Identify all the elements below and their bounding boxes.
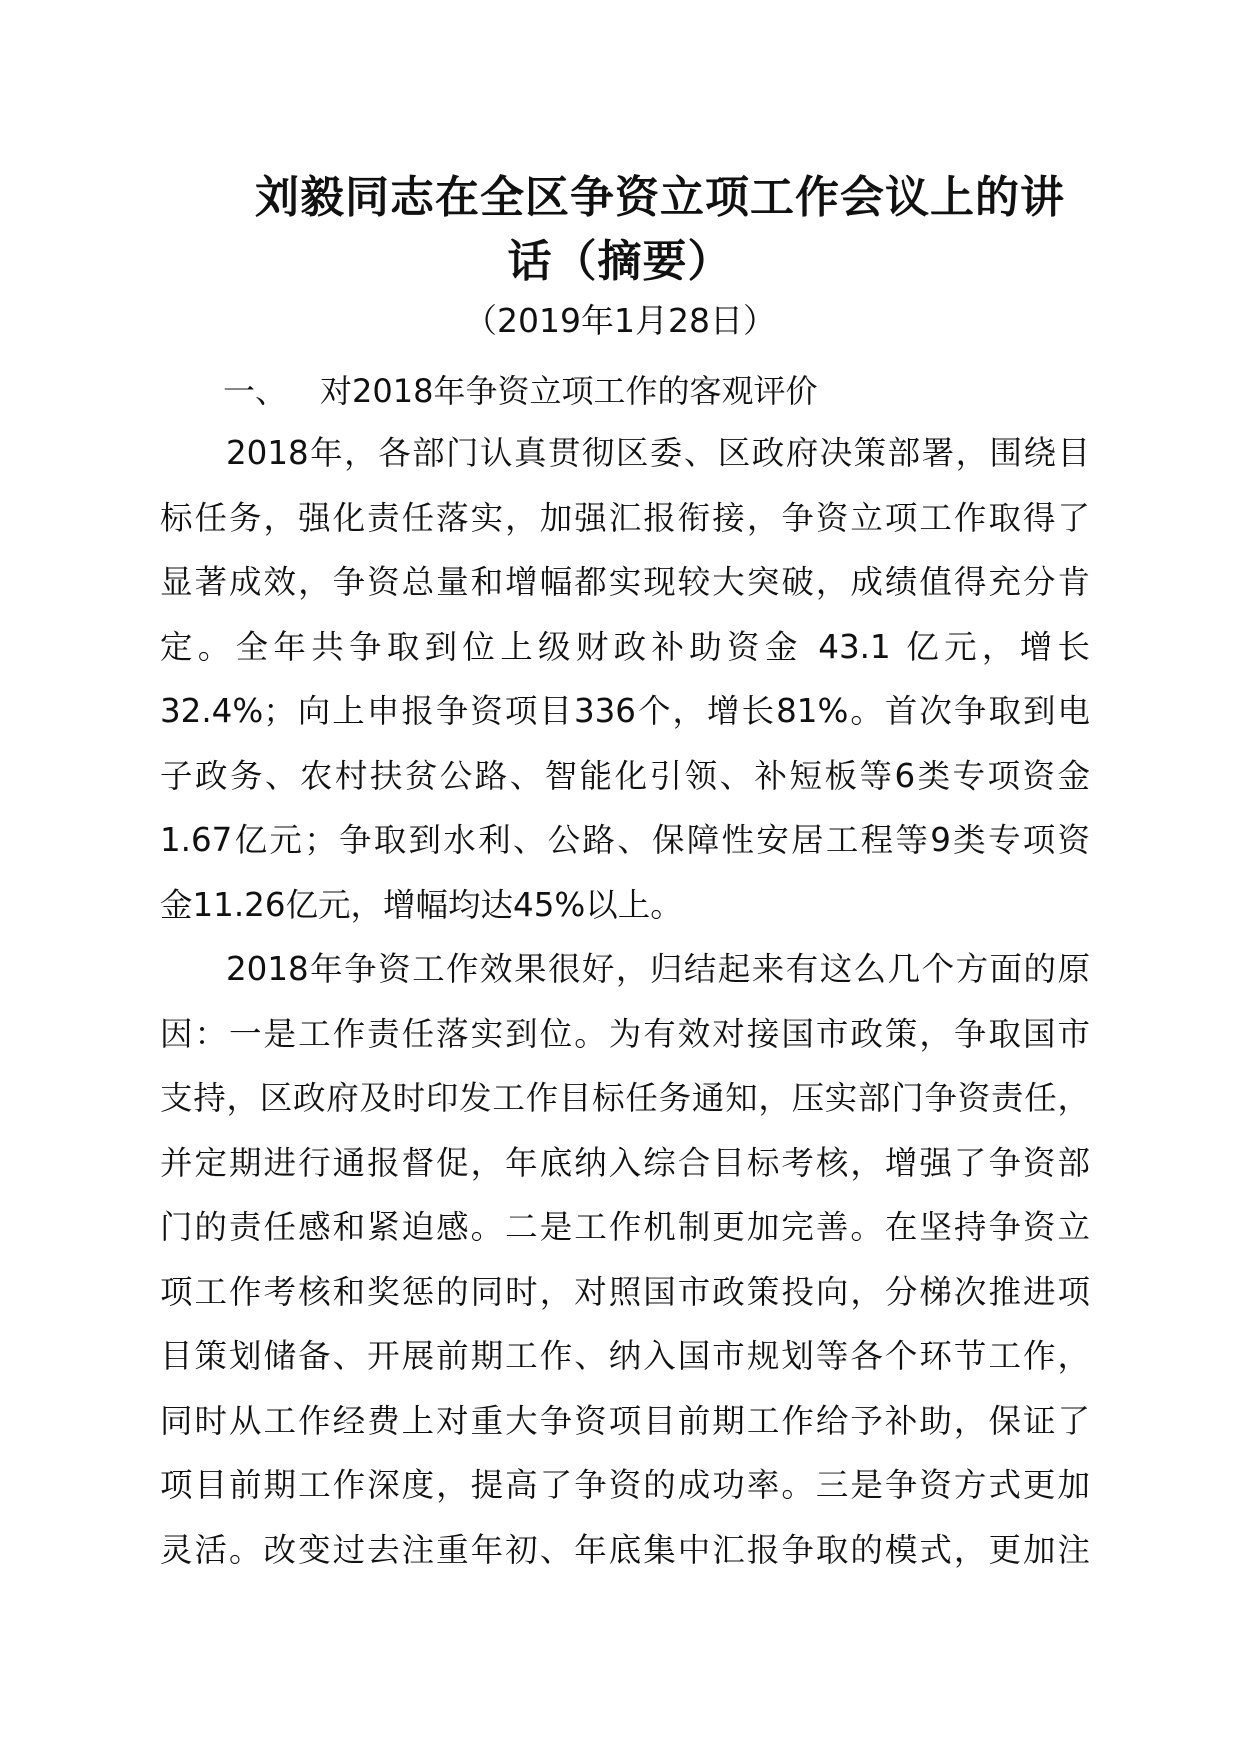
- paragraph-line: 门的责任感和紧迫感。二是工作机制更加完善。在坚持争资立: [160, 1208, 1090, 1246]
- paragraph-line: 金11.26亿元，增幅均达45%以上。: [160, 885, 683, 924]
- paragraph-line: 并定期进行通报督促，年底纳入综合目标考核，增强了争资部: [160, 1143, 1090, 1182]
- paragraph-line: 支持，区政府及时印发工作目标任务通知，压实部门争资责任，: [160, 1079, 1090, 1117]
- section-heading-text: 对2018年争资立项工作的客观评价: [320, 372, 818, 410]
- paragraph-line: 32.4%；向上申报争资项目336个，增长81%。首次争取到电: [160, 692, 1090, 730]
- paragraph-line: 项目前期工作深度，提高了争资的成功率。三是争资方式更加: [160, 1466, 1090, 1504]
- paragraph-line: 子政务、农村扶贫公路、智能化引领、补短板等6类专项资金: [160, 756, 1090, 795]
- paragraph-line: 目策划储备、开展前期工作、纳入国市规划等各个环节工作，: [160, 1337, 1090, 1375]
- document-title-line2: 话（摘要）: [507, 236, 733, 287]
- section-number: 一、: [223, 372, 288, 410]
- paragraph-line: 显著成效，争资总量和增幅都实现较大突破，成绩值得充分肯: [160, 563, 1090, 601]
- paragraph-1: [160, 421, 1090, 937]
- paragraph-line: 因：一是工作责任落实到位。为有效对接国市政策，争取国市: [160, 1014, 1090, 1053]
- paragraph-line: 定。全年共争取到位上级财政补助资金 43.1 亿元，增长: [160, 627, 1090, 666]
- paragraph-line: 项工作考核和奖惩的同时，对照国市政策投向，分梯次推进项: [160, 1272, 1090, 1311]
- document-title-line1: 刘毅同志在全区争资立项工作会议上的讲: [255, 172, 1065, 223]
- section-heading: [223, 368, 817, 414]
- paragraph-2: [160, 937, 1090, 1582]
- document-date: （2019年1月28日）: [464, 301, 776, 340]
- paragraph-line: 标任务，强化责任落实，加强汇报衔接，争资立项工作取得了: [160, 498, 1090, 537]
- paragraph-line: 2018年争资工作效果很好，归结起来有这么几个方面的原: [226, 950, 1090, 988]
- paragraph-line: 1.67亿元；争取到水利、公路、保障性安居工程等9类专项资: [160, 821, 1090, 859]
- paragraph-line: 2018年，各部门认真贯彻区委、区政府决策部署，围绕目: [226, 434, 1090, 472]
- paragraph-line: 灵活。改变过去注重年初、年底集中汇报争取的模式，更加注: [160, 1530, 1090, 1569]
- paragraph-line: 同时从工作经费上对重大争资项目前期工作给予补助，保证了: [160, 1401, 1090, 1440]
